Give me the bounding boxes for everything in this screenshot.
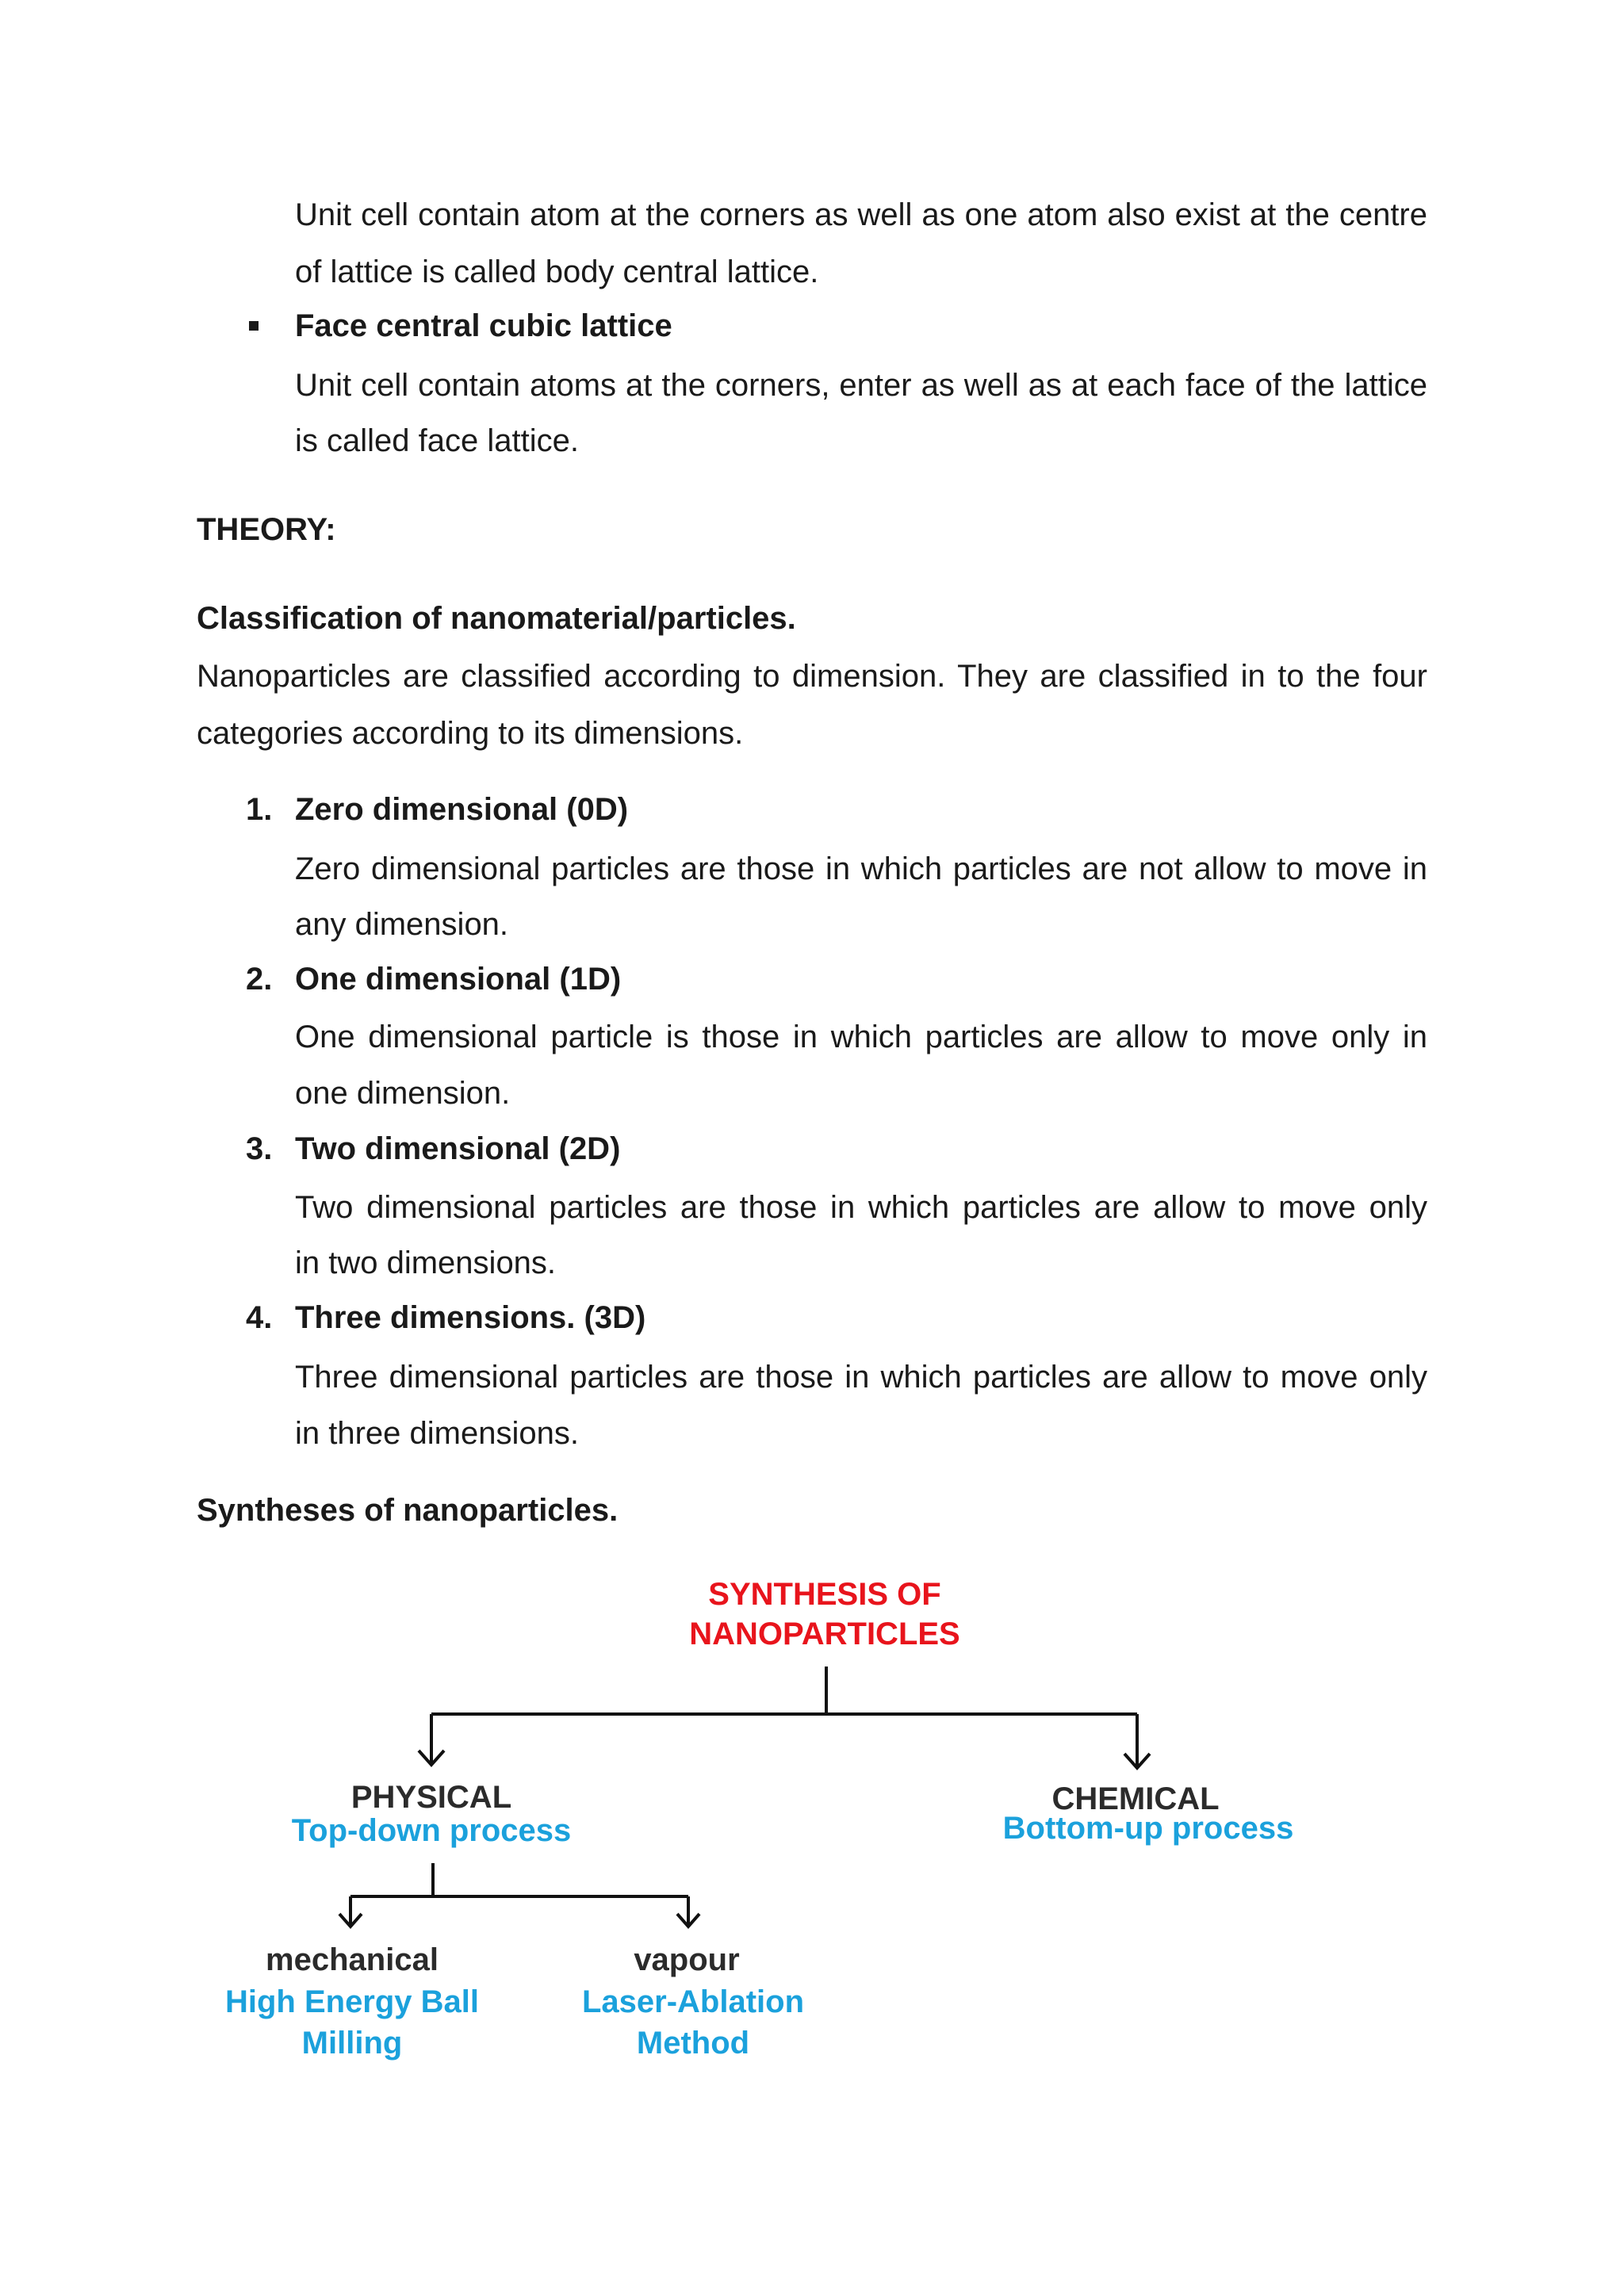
diagram-mechanical-sub-line1: High Energy Ball bbox=[224, 1984, 480, 2019]
body-central-text-line2: of lattice is called body central lattice. bbox=[295, 254, 819, 289]
list-item-title: Two dimensional (2D) bbox=[295, 1131, 621, 1166]
list-item-text-line2: any dimension. bbox=[295, 907, 509, 942]
list-item-title: Three dimensions. (3D) bbox=[295, 1300, 646, 1335]
diagram-mechanical-sub-line2: Milling bbox=[301, 2026, 403, 2061]
diagram-chemical-label: CHEMICAL bbox=[1051, 1781, 1220, 1816]
list-number: 1. bbox=[246, 792, 273, 827]
list-item-text-line2: in three dimensions. bbox=[295, 1416, 579, 1451]
diagram-chemical-sub: Bottom-up process bbox=[1002, 1811, 1294, 1846]
classification-heading: Classification of nanomaterial/particles. bbox=[197, 601, 796, 636]
list-item-text-line2: in two dimensions. bbox=[295, 1246, 557, 1280]
diagram-vapour-label: vapour bbox=[634, 1942, 740, 1977]
body-central-text-line1: Unit cell contain atom at the corners as well as one atom also exist at the centre bbox=[295, 197, 1427, 232]
list-number: 3. bbox=[246, 1131, 273, 1166]
fcc-text-line2: is called face lattice. bbox=[295, 423, 579, 458]
diagram-vapour-sub-line1: Laser-Ablation bbox=[581, 1984, 805, 2019]
list-item-text-line2: one dimension. bbox=[295, 1076, 511, 1111]
list-item-text-line1: Zero dimensional particles are those in which particles are not allow to move in bbox=[295, 851, 1427, 886]
list-number: 4. bbox=[246, 1300, 273, 1335]
diagram-root-line2: NANOPARTICLES bbox=[689, 1617, 960, 1651]
list-item-title: Zero dimensional (0D) bbox=[295, 792, 629, 827]
syntheses-heading: Syntheses of nanoparticles. bbox=[197, 1493, 619, 1528]
diagram-root-line1: SYNTHESIS OF bbox=[708, 1577, 941, 1612]
diagram-vapour-sub-line2: Method bbox=[636, 2026, 750, 2061]
diagram-physical-sub: Top-down process bbox=[291, 1813, 572, 1848]
classification-intro-line2: categories according to its dimensions. bbox=[197, 716, 744, 751]
list-item-text-line1: One dimensional particle is those in which particles are allow to move only in bbox=[295, 1020, 1427, 1054]
diagram-physical-label: PHYSICAL bbox=[350, 1780, 512, 1815]
theory-heading: THEORY: bbox=[197, 512, 336, 547]
list-item-title: One dimensional (1D) bbox=[295, 962, 622, 997]
list-item-text-line1: Three dimensional particles are those in which particles are allow to move only bbox=[295, 1360, 1427, 1395]
diagram-mechanical-label: mechanical bbox=[266, 1942, 439, 1977]
classification-intro-line1: Nanoparticles are classified according to dimension. They are classified in to the four bbox=[197, 659, 1427, 694]
list-item-text-line1: Two dimensional particles are those in which particles are allow to move only bbox=[295, 1190, 1427, 1225]
fcc-heading: Face central cubic lattice bbox=[295, 308, 672, 343]
list-number: 2. bbox=[246, 962, 273, 997]
fcc-text-line1: Unit cell contain atoms at the corners, enter as well as at each face of the lattice bbox=[295, 368, 1427, 403]
